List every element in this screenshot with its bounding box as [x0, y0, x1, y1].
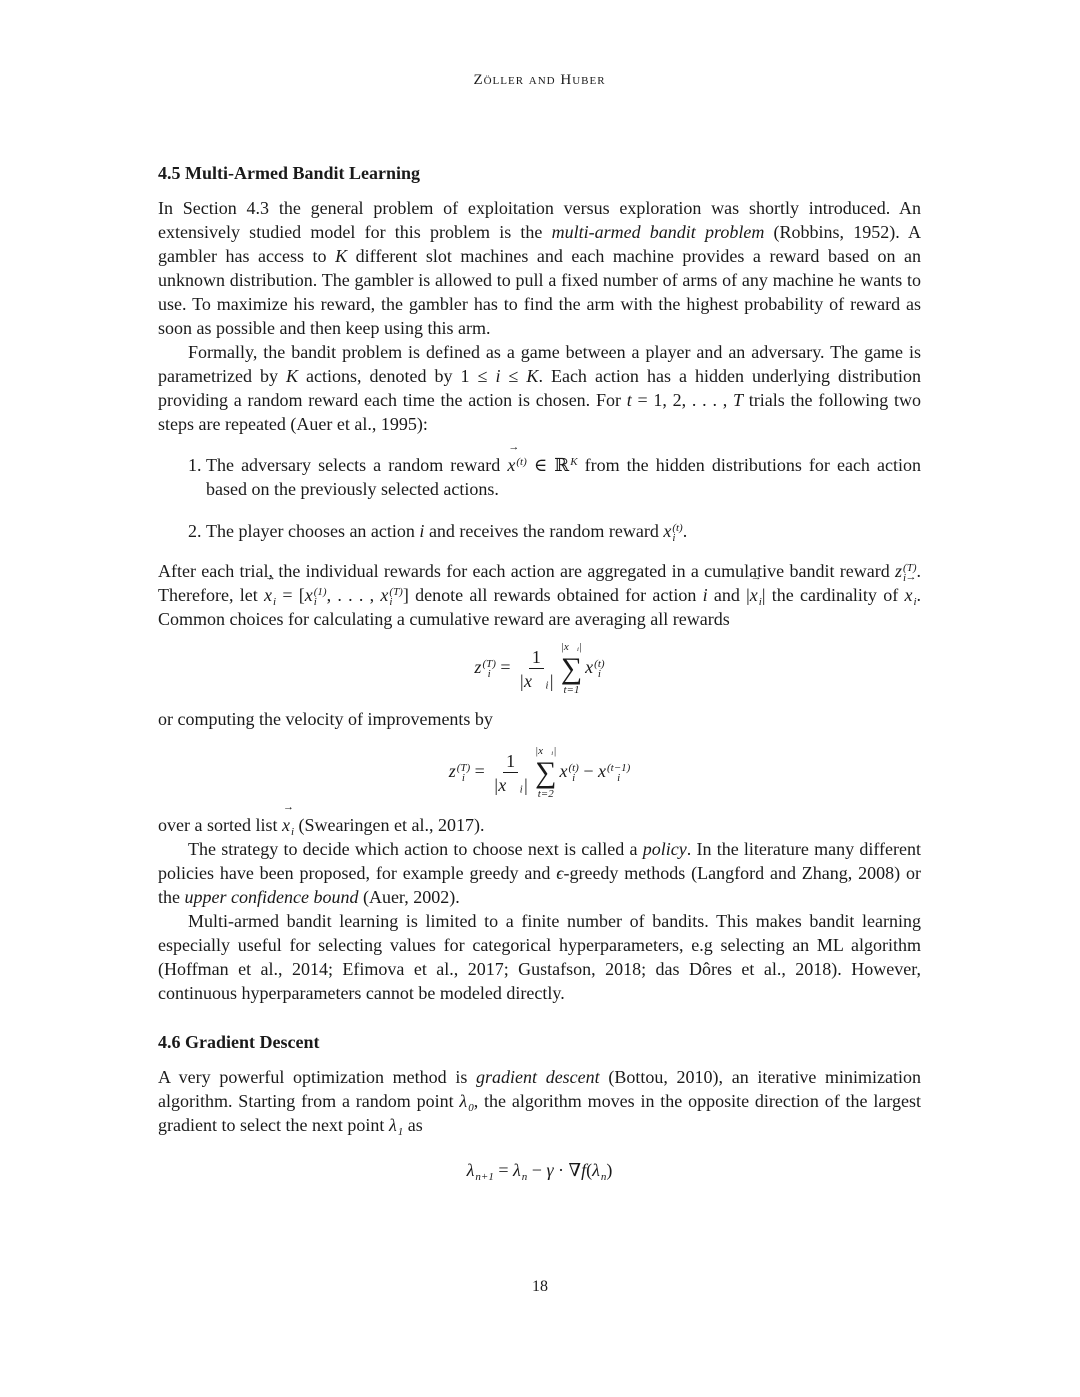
list-item-text: The adversary selects a random reward → x (t) ∈ ℝ K from the hidden distributions for each action based on the previously selected actions. — [206, 455, 921, 499]
math: K — [285, 366, 298, 386]
math: x (t) i — [585, 657, 605, 680]
math: x (1) i — [304, 585, 327, 608]
math: → x i — [264, 585, 276, 605]
math: x (t) i — [559, 761, 579, 784]
math: → x i — [282, 815, 294, 835]
math: K — [526, 366, 539, 386]
math: x (t) i — [663, 521, 683, 544]
math: K — [570, 456, 578, 468]
list-item — [158, 519, 921, 543]
equation-average: z (T) i = $\frac{1}{\text{|x⃗ᵢ|}}$ |x⃗ᵢ| ∑ t=1 x (t) i — [474, 641, 605, 696]
math: γ — [546, 1160, 554, 1180]
math: λ n — [592, 1160, 607, 1183]
paragraph: After each trial, the individual rewards for each action are aggregated in a cumulative bandit reward z (T) i . Therefore, let → x i = [x (1) i , . . . , x (T) i ] denote all rewards obtained for action i and |→ x i | the cardinality of → x i . Common choices for calculating a cumulative reward are averaging all rewards — [158, 559, 921, 631]
math: → x (t) — [507, 455, 526, 475]
math: x (T) i — [380, 585, 403, 608]
running-header: Zöller and Huber — [473, 72, 606, 88]
paragraph: Multi-armed bandit learning is limited to a finite number of bandits. This makes bandit learning especially useful for selecting values for categorical hyperparameters, e.g selecting an ML algorithm (Hoffman et al., 2014; Efimova et al., 2017; Gustafson, 2018; das Dôres et al., 2018). However, continuous hyperparameters cannot be modeled directly. — [158, 911, 921, 1003]
paragraph: The strategy to decide which action to choose next is called a policy. In the literature many different policies have been proposed, for example greedy and ϵ-greedy methods (Langford and Zhang, 2008) or the upper confidence bound (Auer, 2002). — [158, 839, 921, 907]
list-item — [158, 453, 921, 501]
paragraph: In Section 4.3 the general problem of exploitation versus exploration was shortly introduced. An extensively studied model for this problem is the multi-armed bandit problem (Robbins, 1952). A gambler has access to K different slot machines and each machine provides a reward based on an unknown distribution. The gambler is allowed to pull a fixed number of arms of any machine he wants to use. To maximize his reward, the gambler has to find the arm with the highest probability of reward as soon as possible and then keep using this arm. — [158, 198, 922, 338]
math: λ n+1 — [466, 1160, 494, 1183]
math: ϵ — [556, 863, 564, 883]
math: f — [581, 1160, 587, 1180]
list-number: 2. — [188, 521, 202, 541]
paragraph: A very powerful optimization method is gradient descent (Bottou, 2010), an iterative minimization algorithm. Starting from a random point λ 0 , the algorithm moves in the opposite direction of the largest gradient to select the next point λ 1 as — [158, 1067, 921, 1138]
math: z (T) i — [474, 657, 496, 680]
text-column — [158, 68, 921, 1182]
math: x (t−1) i — [597, 761, 631, 784]
page-number: 18 — [532, 1278, 548, 1295]
math: t — [626, 390, 632, 410]
summation: |x⃗ᵢ| ∑ t=1 — [560, 641, 583, 696]
section-title-4-6: 4.6 Gradient Descent — [158, 1032, 320, 1052]
math: → x i — [750, 585, 762, 605]
list-number: 1. — [188, 455, 202, 475]
fraction: $\frac{1}{\text{|x⃗ᵢ|}}$ — [519, 646, 554, 691]
math: λ 0 — [459, 1091, 474, 1114]
paragraph: or computing the velocity of improvements by — [158, 709, 493, 729]
math: T — [732, 390, 743, 410]
math: z (T) i — [895, 561, 917, 584]
summation: |x⃗ᵢ| ∑ t=2 — [535, 745, 557, 800]
math: i — [702, 585, 708, 605]
emphasis: gradient descent — [476, 1067, 600, 1087]
math: λ n — [512, 1160, 528, 1183]
emphasis: upper confidence bound — [184, 887, 359, 907]
emphasis: policy — [642, 839, 687, 859]
section-title-4-5: 4.5 Multi-Armed Bandit Learning — [158, 163, 421, 183]
paragraph: over a sorted list → x i (Swearingen et al., 2017). — [158, 813, 921, 837]
equation-gradient-descent: λ n+1 = λ n − γ · ∇f(λ n ) — [466, 1160, 613, 1183]
math: i — [495, 366, 501, 386]
math: → x i — [904, 585, 916, 605]
list-item-text: The player chooses an action i and receives the random reward x (t) i . — [206, 521, 688, 544]
math: i — [419, 521, 425, 541]
math: z (T) i — [448, 761, 471, 784]
math: K — [335, 246, 348, 266]
math: λ 1 — [388, 1115, 404, 1138]
fraction: $\frac{1}{\text{|x⃗ᵢ|}}$ — [493, 750, 529, 795]
emphasis: multi-armed bandit problem — [551, 222, 765, 242]
equation-velocity: z (T) i = $\frac{1}{\text{|x⃗ᵢ|}}$ |x⃗ᵢ| ∑ t=2 x (t) i − x (t−1) i — [448, 745, 631, 800]
paragraph: Formally, the bandit problem is defined as a game between a player and an adversary. The game is parametrized by K actions, denoted by 1 ≤ i ≤ K. Each action has a hidden underlying distribution providing a random reward each time the action is chosen. For t = 1, 2, . . . , T trials the following two steps are repeated (Auer et al., 1995): — [158, 342, 922, 434]
